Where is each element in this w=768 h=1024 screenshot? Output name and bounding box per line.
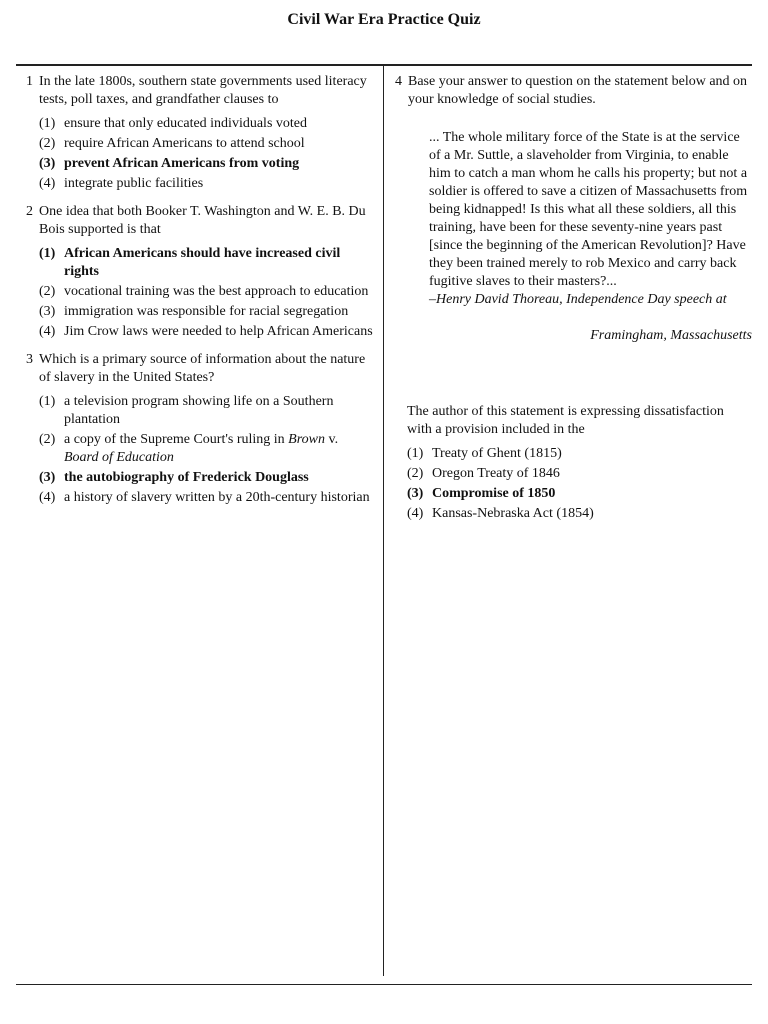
choice-text-part: v. [324, 432, 339, 447]
choice-text-part: a copy of the Supreme Court's ruling in [64, 432, 289, 447]
answer-choice [407, 445, 752, 463]
answer-choices [39, 115, 376, 193]
quotation-text: ... The whole military force of the State is at the service of a Mr. Suttle, a slaveholder from Virginia, to enable him to catch a man whom he calls his property; but not a soldier is offered to save a citizen of Massachusetts from being kidnapped! Is this what all these soldiers, all this training, have been for these seventy-nine years past [since the beginning of the American Revolution]? Have they been trained merely to rob Mexico and carry back fugitive slaves to their masters?... [429, 130, 748, 289]
answer-choice [39, 431, 376, 467]
choice-number: (2) [39, 432, 56, 447]
top-divider [16, 64, 752, 66]
answer-choice [39, 115, 376, 133]
choice-number: (4) [39, 176, 56, 191]
choice-text: require African Americans to attend school [64, 136, 305, 151]
choice-text: Oregon Treaty of 1846 [432, 466, 560, 481]
choice-text [64, 431, 376, 467]
correct-answer-choice [407, 485, 752, 503]
answer-choice [39, 323, 376, 341]
choice-number: (4) [407, 506, 424, 521]
right-column [395, 73, 752, 533]
correct-answer-choice [39, 245, 376, 281]
choice-text: Compromise of 1850 [432, 486, 556, 501]
answer-choice [39, 303, 376, 321]
choice-text: the autobiography of Frederick Douglass [64, 470, 309, 485]
correct-answer-choice [39, 469, 376, 487]
choice-text: prevent African Americans from voting [64, 156, 300, 171]
choice-text: a history of slavery written by a 20th-century historian [64, 490, 370, 505]
answer-choice [407, 465, 752, 483]
answer-choice [39, 393, 376, 429]
choice-number: (3) [39, 470, 56, 485]
question-stem: Base your answer to question on the statement below and on your knowledge of social studies. [408, 74, 748, 107]
choice-text: vocational training was the best approach to education [64, 284, 369, 299]
correct-answer-choice [39, 155, 376, 173]
answer-choices [407, 445, 752, 523]
choice-number: (1) [39, 116, 56, 131]
choice-number: (3) [39, 156, 56, 171]
question-number: 4 [395, 74, 402, 89]
case-name-italic: Brown [288, 432, 325, 447]
question-stem: In the late 1800s, southern state governments used literacy tests, poll taxes, and grandfather clauses to [39, 74, 367, 107]
question-3 [26, 351, 376, 507]
question-stem: Which is a primary source of information about the nature of slavery in the United States? [39, 352, 366, 385]
column-divider [383, 66, 384, 976]
page-title: Civil War Era Practice Quiz [287, 11, 481, 28]
choice-number: (1) [407, 446, 424, 461]
choice-text: a television program showing life on a Southern plantation [64, 394, 334, 427]
choice-text: Kansas-Nebraska Act (1854) [432, 506, 594, 521]
choice-number: (1) [39, 246, 56, 261]
choice-number: (3) [407, 486, 424, 501]
choice-number: (2) [39, 136, 56, 151]
question-number: 3 [26, 352, 33, 367]
choice-number: (2) [407, 466, 424, 481]
case-name-italic: Board of Education [64, 450, 174, 465]
answer-choices [39, 393, 376, 507]
question-number: 1 [26, 74, 33, 89]
choice-number: (1) [39, 394, 56, 409]
answer-choices [39, 245, 376, 341]
question-stem: One idea that both Booker T. Washington and W. E. B. Du Bois supported is that [39, 204, 366, 237]
question-prompt: The author of this statement is expressing dissatisfaction with a provision included in the [407, 404, 724, 437]
choice-text: integrate public facilities [64, 176, 204, 191]
left-column [26, 73, 376, 517]
question-number: 2 [26, 204, 33, 219]
quotation [429, 129, 752, 345]
choice-number: (4) [39, 490, 56, 505]
answer-choice [39, 135, 376, 153]
choice-text: African Americans should have increased civil rights [64, 246, 341, 279]
choice-text: immigration was responsible for racial segregation [64, 304, 349, 319]
question-4 [395, 73, 752, 523]
quotation-attribution: –Henry David Thoreau, Independence Day speech at [429, 292, 727, 307]
answer-choice [39, 489, 376, 507]
choice-number: (2) [39, 284, 56, 299]
choice-number: (3) [39, 304, 56, 319]
quotation-place: Framingham, Massachusetts [590, 328, 752, 343]
question-2 [26, 203, 376, 341]
answer-choice [407, 505, 752, 523]
choice-text: ensure that only educated individuals voted [64, 116, 307, 131]
choice-number: (4) [39, 324, 56, 339]
bottom-divider [16, 984, 752, 985]
question-1 [26, 73, 376, 193]
answer-choice [39, 283, 376, 301]
answer-choice [39, 175, 376, 193]
choice-text: Treaty of Ghent (1815) [432, 446, 562, 461]
choice-text: Jim Crow laws were needed to help African Americans [64, 324, 373, 339]
